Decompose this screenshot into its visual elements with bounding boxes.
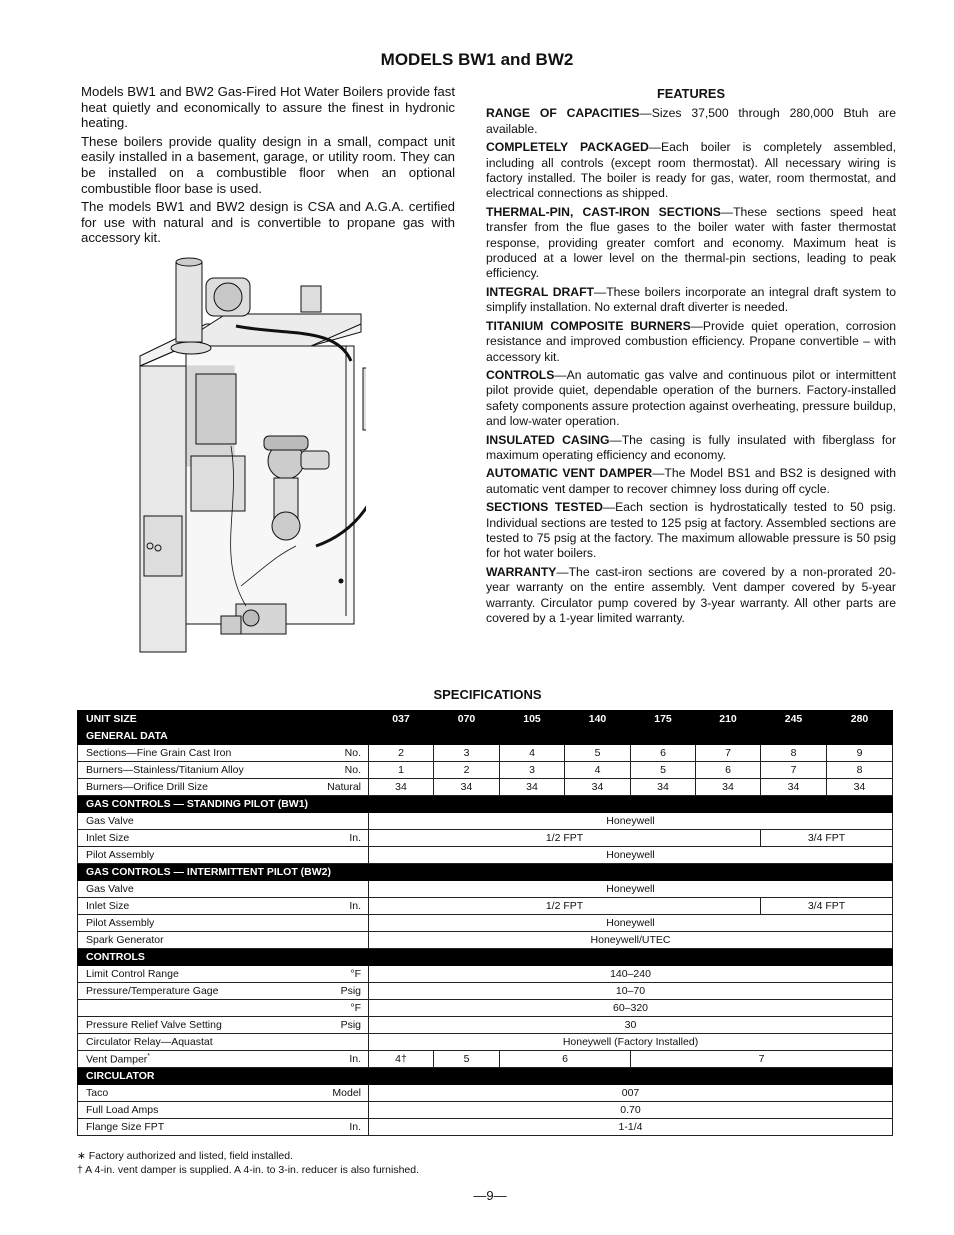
size-cell: 070	[434, 711, 500, 728]
row-label: Limit Control Range	[78, 966, 308, 983]
row-unit	[308, 932, 369, 949]
table-cell: 5	[434, 1051, 500, 1068]
size-cell: 105	[500, 711, 565, 728]
size-cell: 245	[761, 711, 827, 728]
row-label: Taco	[78, 1085, 308, 1102]
table-cell: 10–70	[369, 983, 893, 1000]
table-row	[78, 1102, 893, 1119]
table-cell: 3/4 FPT	[761, 830, 893, 847]
table-cell: 6	[500, 1051, 631, 1068]
table-cell: 007	[369, 1085, 893, 1102]
feature-term: INSULATED CASING	[486, 432, 610, 447]
table-cell: 4	[565, 762, 631, 779]
row-label	[78, 1000, 308, 1017]
footnote-star: ∗ Factory authorized and listed, field installed.	[77, 1150, 293, 1162]
feature-text: —The casing is fully insulated with fiberglass for maximum operating efficiency and economy.	[486, 432, 897, 462]
footnote-mark: *	[147, 1052, 151, 1060]
feature-term: CONTROLS	[486, 367, 555, 382]
unit-size-label: UNIT SIZE	[78, 711, 369, 728]
specifications-heading: SPECIFICATIONS	[433, 687, 542, 702]
table-row	[78, 1017, 893, 1034]
section-row	[78, 1068, 893, 1085]
feature-text: —An automatic gas valve and continuous pilot or intermittent pilot provide quiet, dependable operation of the burners. Factory-installed safety components assure protection against overheating, pressure buildup, and low-water operation.	[486, 367, 896, 429]
table-cell: Honeywell	[369, 915, 893, 932]
row-unit: Psig	[308, 983, 369, 1000]
table-cell: 4	[500, 745, 565, 762]
table-row	[78, 779, 893, 796]
page-title: MODELS BW1 and BW2	[380, 50, 574, 69]
table-cell: 34	[827, 779, 893, 796]
table-cell: 7	[696, 745, 761, 762]
section-header: CONTROLS	[78, 949, 893, 966]
table-row	[78, 881, 893, 898]
feature-term: RANGE OF CAPACITIES	[486, 106, 640, 121]
table-row	[78, 915, 893, 932]
table-cell: Honeywell (Factory Installed)	[369, 1034, 893, 1051]
feature-text: —The Model BS1 and BS2 is designed with automatic vent damper to recover chimney loss during off cycle.	[486, 466, 897, 496]
feature-item	[486, 285, 896, 316]
row-label: Flange Size FPT	[78, 1119, 308, 1136]
feature-text: —The cast-iron sections are covered by a non-prorated 20-year warranty on the entire assembly. Vent damper covered by 5-year warranty. Circulator pump covered by 3-year warranty. All other parts are covered by a 1-year limited warranty.	[486, 564, 896, 625]
feature-term: WARRANTY	[486, 564, 557, 579]
table-cell: 4†	[369, 1051, 434, 1068]
feature-item	[486, 433, 896, 464]
table-row	[78, 1085, 893, 1102]
table-cell: 5	[631, 762, 696, 779]
feature-item	[486, 500, 896, 562]
feature-term: SECTIONS TESTED	[486, 500, 603, 515]
feature-text: —These sections speed heat transfer from the flue gases to the boiler water with faster thermostat response, providing greater comfort and economy. Maximum heat is produced at a lower level on the thermal-pin sections, leading to peak efficiency.	[486, 204, 896, 281]
row-label: Burners—Stainless/Titanium Alloy	[78, 762, 308, 779]
table-cell: 34	[565, 779, 631, 796]
table-header-row	[78, 711, 893, 728]
table-cell: 60–320	[369, 1000, 893, 1017]
feature-term: AUTOMATIC VENT DAMPER	[486, 466, 653, 481]
row-unit	[308, 915, 369, 932]
row-label: Pilot Assembly	[78, 915, 308, 932]
feature-term: INTEGRAL DRAFT	[486, 284, 594, 299]
table-cell: 2	[369, 745, 434, 762]
table-cell: 1	[369, 762, 434, 779]
table-cell: 1-1/4	[369, 1119, 893, 1136]
section-header: GENERAL DATA	[78, 728, 893, 745]
row-label: Pressure/Temperature Gage	[78, 983, 308, 1000]
table-cell: 3	[500, 762, 565, 779]
table-cell: 34	[500, 779, 565, 796]
feature-term: COMPLETELY PACKAGED	[486, 140, 649, 155]
intro-paragraph: These boilers provide quality design in a small, compact unit easily installed in a basement, garage, or utility room. They can be installed on a combustible floor when an optional combustible floor base is used.	[81, 133, 455, 196]
table-row	[78, 1119, 893, 1136]
table-cell: Honeywell	[369, 847, 893, 864]
size-cell: 210	[696, 711, 761, 728]
feature-text: —Each boiler is completely assembled, including all controls (except room thermostat). All necessary wiring is factory installed. The boiler is ready for gas, water, room thermostat, and electrical connections as shipped.	[486, 140, 896, 201]
section-row	[78, 728, 893, 745]
table-cell: 34	[369, 779, 434, 796]
table-cell: Honeywell	[369, 813, 893, 830]
row-unit	[308, 813, 369, 830]
size-cell: 140	[565, 711, 631, 728]
row-unit	[308, 1034, 369, 1051]
table-cell: 5	[565, 745, 631, 762]
row-label: Inlet Size	[78, 830, 308, 847]
table-row	[78, 813, 893, 830]
table-cell: 6	[696, 762, 761, 779]
feature-item	[486, 319, 896, 365]
row-unit: In.	[308, 1051, 369, 1068]
feature-term: TITANIUM COMPOSITE BURNERS	[486, 318, 691, 333]
row-label: Gas Valve	[78, 813, 308, 830]
table-row	[78, 1051, 893, 1068]
row-unit	[308, 847, 369, 864]
size-cell: 037	[369, 711, 434, 728]
section-header: GAS CONTROLS — STANDING PILOT (BW1)	[78, 796, 893, 813]
feature-item	[486, 106, 896, 137]
feature-text: —Sizes 37,500 through 280,000 Btuh are available.	[486, 106, 896, 136]
intro-paragraph: The models BW1 and BW2 design is CSA and A.G.A. certified for use with natural and is convertible to propane gas with accessory kit.	[81, 199, 455, 246]
footnote-dagger: † A 4-in. vent damper is supplied. A 4-in. to 3-in. reducer is also furnished.	[77, 1164, 420, 1176]
row-unit: No.	[308, 745, 369, 762]
features-heading: FEATURES	[656, 86, 725, 101]
row-label: Sections—Fine Grain Cast Iron	[78, 745, 308, 762]
table-cell: 7	[761, 762, 827, 779]
section-row	[78, 796, 893, 813]
feature-text: —These boilers incorporate an integral draft system to simplify installation. No external draft diverter is needed.	[486, 284, 896, 315]
row-unit: No.	[308, 762, 369, 779]
row-unit	[308, 881, 369, 898]
features-section	[486, 86, 896, 629]
row-unit	[308, 1102, 369, 1119]
section-header: GAS CONTROLS — INTERMITTENT PILOT (BW2)	[78, 864, 893, 881]
row-label: Spark Generator	[78, 932, 308, 949]
specifications-table	[77, 710, 893, 1136]
table-cell: 1/2 FPT	[369, 898, 761, 915]
table-cell: 0.70	[369, 1102, 893, 1119]
table-cell: 3/4 FPT	[761, 898, 893, 915]
table-cell: 34	[696, 779, 761, 796]
table-row	[78, 932, 893, 949]
feature-item	[486, 565, 896, 627]
feature-item	[486, 140, 896, 202]
table-cell: 2	[434, 762, 500, 779]
feature-text: —Provide quiet operation, corrosion resistance and improved combustion efficiency. Propane convertible – with accessory kit.	[486, 318, 896, 364]
row-unit: Model	[308, 1085, 369, 1102]
table-cell: 8	[761, 745, 827, 762]
table-cell: 3	[434, 745, 500, 762]
size-cell: 175	[631, 711, 696, 728]
table-cell: 30	[369, 1017, 893, 1034]
section-row	[78, 864, 893, 881]
row-label: Pressure Relief Valve Setting	[78, 1017, 308, 1034]
table-row	[78, 745, 893, 762]
section-header: CIRCULATOR	[78, 1068, 893, 1085]
table-row	[78, 847, 893, 864]
row-unit: Natural	[308, 779, 369, 796]
table-cell: 9	[827, 745, 893, 762]
row-label	[78, 1051, 308, 1068]
row-unit: °F	[308, 1000, 369, 1017]
row-label: Pilot Assembly	[78, 847, 308, 864]
size-cell: 280	[827, 711, 893, 728]
page-number: —9—	[473, 1188, 507, 1203]
intro-paragraph: Models BW1 and BW2 Gas-Fired Hot Water Boilers provide fast heat quietly and economically to assure the finest in hydronic heating.	[81, 84, 455, 131]
table-cell: 140–240	[369, 966, 893, 983]
section-row	[78, 949, 893, 966]
feature-term: THERMAL-PIN, CAST-IRON SECTIONS	[486, 204, 721, 219]
feature-item	[486, 368, 896, 430]
feature-item	[486, 205, 896, 282]
row-label: Burners—Orifice Drill Size	[78, 779, 308, 796]
row-unit: In.	[308, 898, 369, 915]
table-cell: 34	[631, 779, 696, 796]
table-row	[78, 762, 893, 779]
row-unit: In.	[308, 1119, 369, 1136]
row-label: Gas Valve	[78, 881, 308, 898]
table-cell: Honeywell	[369, 881, 893, 898]
table-cell: 7	[631, 1051, 893, 1068]
table-row	[78, 1000, 893, 1017]
table-row	[78, 830, 893, 847]
table-row	[78, 1034, 893, 1051]
row-label: Circulator Relay—Aquastat	[78, 1034, 308, 1051]
table-cell: 6	[631, 745, 696, 762]
row-unit: In.	[308, 830, 369, 847]
table-row	[78, 966, 893, 983]
table-cell: 34	[761, 779, 827, 796]
row-label: Full Load Amps	[78, 1102, 308, 1119]
table-cell: Honeywell/UTEC	[369, 932, 893, 949]
table-row	[78, 898, 893, 915]
boiler-illustration	[136, 256, 366, 654]
table-cell: 1/2 FPT	[369, 830, 761, 847]
feature-text: —Each section is hydrostatically tested to 50 psig. Individual sections are tested to 125 psig at factory. Assembled sections are tested to 75 psig at the factory. The maximum allowable pressure is 50 psig for hot water boilers.	[486, 500, 896, 561]
table-cell: 8	[827, 762, 893, 779]
row-unit: °F	[308, 966, 369, 983]
table-cell: 34	[434, 779, 500, 796]
intro-text	[81, 84, 455, 249]
row-label: Inlet Size	[78, 898, 308, 915]
vent-damper-label: Vent Damper	[86, 1053, 148, 1066]
table-row	[78, 983, 893, 1000]
row-unit: Psig	[308, 1017, 369, 1034]
feature-item	[486, 466, 896, 497]
